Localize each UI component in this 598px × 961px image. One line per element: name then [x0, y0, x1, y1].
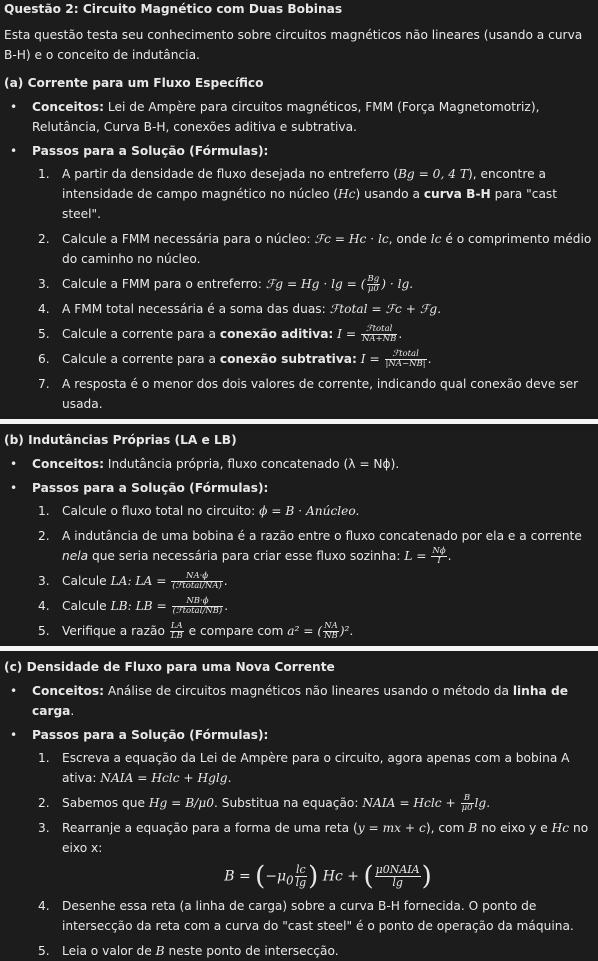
concepts-label: Conceitos: — [32, 100, 104, 114]
list-c — [4, 681, 594, 961]
list-a — [4, 97, 594, 414]
load-line-equation: $B = (-\mu_0$ $\frac{lc}{\lg}$ ) Hc + ( $\frac{\text{μ0NAIA}}{\lg}$ ) — [224, 861, 432, 892]
step: A partir da densidade de fluxo desejada no entreferro (Bg = 0, 4 T), encontre a intensidade de campo magnético no núcleo (Hc) usando a curva B-H para "cast steel". — [62, 167, 558, 221]
list-item: • Passos para a Solução (Fórmulas): Calcule o fluxo total no circuito: ϕ = B · Anúcleo. A indutância de uma bobina é a razão entre o fluxo concatenado por ela e a corrente nela que seria necessária para criar esse fluxo sozinha: L = $\frac{N\phi}{I}$ . Calcule LA: LA = $\frac{NA\cdot\phi}{\text{(ℱtotal/NA)}}$ . Calcule LB: LB = $\frac{NB\cdot\phi}{\text{(ℱtotal/NB)}}$ . Verifique a razão $\frac{LA}{LB}$ e compare com a² = ( $\frac{NA}{NB}$ )². — [32, 478, 594, 641]
list-item: • Conceitos: Indutância própria, fluxo concatenado (λ = Nϕ). — [32, 454, 594, 474]
list-b — [4, 454, 594, 641]
steps-b — [32, 501, 594, 641]
step: Calcule a FMM para o entreferro: ℱg = Hg · lg = ( $\frac{Bg}{\mu 0}$ ) · lg. — [62, 274, 414, 294]
step: Calcule o fluxo total no circuito: ϕ = B · Anúcleo. — [62, 504, 360, 518]
step: Desenhe essa reta (a linha de carga) sobre a curva B-H fornecida. O ponto de intersecção da reta com a curva do "cast steel" é o ponto de operação da máquina. — [62, 899, 574, 934]
divider — [0, 419, 598, 424]
intro-paragraph: Esta questão testa seu conhecimento sobre circuitos magnéticos não lineares (usando a curva B-H) e o conceito de indutância. — [4, 28, 583, 62]
page-title: Questão 2: Circuito Magnético com Duas Bobinas — [4, 2, 343, 16]
heading-b: (b) Indutâncias Próprias (LA e LB) — [4, 433, 237, 447]
step: A resposta é o menor dos dois valores de corrente, indicando qual conexão deve ser usada. — [62, 377, 579, 411]
heading-c: (c) Densidade de Fluxo para uma Nova Corrente — [4, 660, 335, 674]
step: Calcule LA: LA = $\frac{NA\cdot\phi}{\text{(ℱtotal/NA)}}$ . — [62, 571, 228, 591]
steps-label: Passos para a Solução (Fórmulas): — [32, 144, 269, 158]
step: A FMM total necessária é a soma das duas: ℱtotal = ℱc + ℱg. — [62, 302, 442, 316]
steps-c — [32, 748, 594, 961]
list-item: • Conceitos: Análise de circuitos magnéticos não lineares usando o método da linha de carga. — [32, 681, 594, 721]
step: A indutância de uma bobina é a razão entre o fluxo concatenado por ela e a corrente nela que seria necessária para criar esse fluxo sozinha: L = $\frac{N\phi}{I}$ . — [62, 529, 582, 566]
step: Verifique a razão $\frac{LA}{LB}$ e compare com a² = ( $\frac{NA}{NB}$ )². — [62, 621, 354, 641]
step: Sabemos que Hg = B/μ0. Substitua na equação: NAIA = Hclc + $\frac{B}{\mu 0}$ lg. — [62, 793, 491, 813]
heading-a: (a) Corrente para um Fluxo Específico — [4, 76, 264, 90]
step: Calcule LB: LB = $\frac{NB\cdot\phi}{\text{(ℱtotal/NB)}}$ . — [62, 596, 229, 616]
step: Rearranje a equação para a forma de uma reta (y = mx + c), com B no eixo y e Hc no eixo x: $B = (-\mu_0$ $\frac{lc}{\lg}$ ) Hc + ( $\frac{\text{μ0NAIA}}{\lg}$ ) — [62, 818, 594, 890]
step: Calcule a FMM necessária para o núcleo: ℱc = Hc · lc, onde lc é o comprimento médio do caminho no núcleo. — [62, 232, 592, 266]
step: Calcule a corrente para a conexão subtrativa: I = $\frac{\text{ℱtotal}}{|NA-NB|}$ . — [62, 349, 432, 369]
list-item: • Passos para a Solução (Fórmulas): Escreva a equação da Lei de Ampère para o circuito, agora apenas com a bobina A ativa: NAIA = Hclc + Hglg. Sabemos que Hg = B/μ0. Substitua na equação: NAIA = Hclc + $\frac{B}{\mu 0}$ lg. Rearranje a equação para a forma de uma reta (y = mx + c), com B no eixo y e Hc no eixo x: $B = (-\mu_0$ $\frac{lc}{\lg}$ ) Hc + ( $\frac{\text{μ0NAIA}}{\lg}$ ) Desenhe essa reta (a linha de carga) sobre a curva B-H fornecida. O ponto de intersecção da reta com a curva do "cast steel" é o ponto de operação da máquina. Leia o valor de B neste ponto de intersecção. — [32, 725, 594, 961]
list-item — [32, 141, 594, 414]
steps-a — [32, 164, 594, 414]
step: Escreva a equação da Lei de Ampère para o circuito, agora apenas com a bobina A ativa: NAIA = Hclc + Hglg. — [62, 751, 570, 785]
concepts-text: Lei de Ampère para circuitos magnéticos, FMM (Força Magnetomotriz), Relutância, Curva B-H, conexões aditiva e subtrativa. — [32, 100, 540, 134]
divider — [0, 646, 598, 651]
section-c — [0, 657, 598, 961]
list-item — [32, 97, 594, 137]
step: Leia o valor de B neste ponto de intersecção. — [62, 944, 339, 959]
step: Calcule a corrente para a conexão aditiva: I = $\frac{\text{ℱtotal}}{NA+NB}$ . — [62, 324, 403, 344]
section-a — [0, 0, 598, 414]
section-b — [0, 430, 598, 641]
